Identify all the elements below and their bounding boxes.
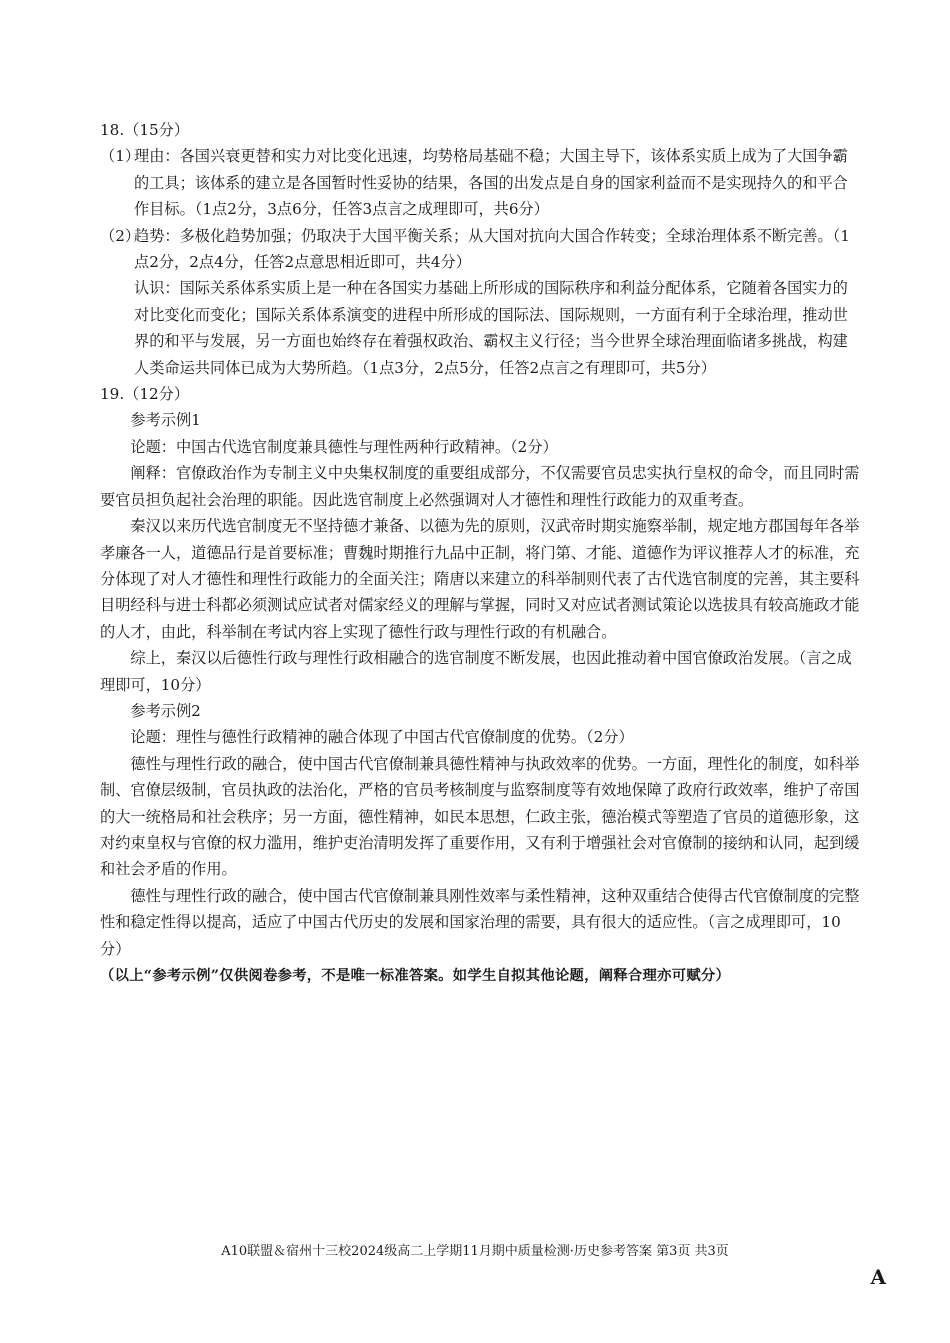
version-mark: A: [870, 1265, 886, 1289]
q18-part2-view: 认识：国际关系体系实质上是一种在各国实力基础上所形成的国际秩序和利益分配体系，它随着各国实力的对比变化而变化；国际关系体系演变的进程中所形成的国际法、国际规则，一方面有利于全球治理，推动世界的和平与发展，另一方面也始终存在着强权政治、霸权主义行径；当今世界全球治理面临诸多挑战，构建人类命运共同体已成为大势所趋。（1点3分，2点5分，任答2点言之有理即可，共5分）: [134, 279, 848, 377]
q18-part2-trend: 趋势：多极化趋势加强；仍取决于大国平衡关系；从大国对抗向大国合作转变；全球治理体系不断完善。（1点2分，2点4分，任答2点意思相近即可，共4分）: [134, 226, 850, 272]
example-1-para-1: 阐释：官僚政治作为专制主义中央集权制度的重要组成部分，不仅需要官员忠实执行皇权的命令，而且同时需要官员担负起社会治理的职能。因此选官制度上必然强调对人才德性和理性行政能力的双重考查。: [100, 464, 860, 509]
q18-part1: [100, 143, 860, 222]
answer-content: [100, 117, 860, 989]
q18-part2-number: （2）: [100, 226, 141, 245]
q18-part1-text: 理由：各国兴衰更替和实力对比变化迅速，均势格局基础不稳；大国主导下，该体系实质上成为了大国争霸的工具；该体系的建立是各国暂时性妥协的结果，各国的出发点是自身的国家利益而不是实现持久的和平合作目标。（1点2分，3点6分，任答3点言之成理即可，共6分）: [134, 147, 848, 219]
q18-part1-number: （1）: [100, 147, 141, 166]
example-2-label: 参考示例2: [130, 701, 201, 720]
example-1-para-3: 综上，秦汉以后德性行政与理性行政相融合的选官制度不断发展，也因此推动着中国官僚政治发展。（言之成理即可，10分）: [100, 649, 852, 694]
page-footer: A10联盟＆宿州十三校2024级高二上学期11月期中质量检测·历史参考答案 第3页 共3页: [221, 1244, 729, 1259]
q18-part2: [100, 223, 860, 381]
grading-note: （以上“参考示例”仅供阅卷参考，不是唯一标准答案。如学生自拟其他论题，阐释合理亦可赋分）: [100, 968, 731, 984]
question-19-title: 19.（12分）: [100, 385, 190, 404]
example-1-label: 参考示例1: [130, 411, 201, 430]
question-18-title: 18.（15分）: [100, 121, 190, 139]
example-2-para-1: 德性与理性行政的融合，使中国古代官僚制兼具德性精神与执政效率的优势。一方面，理性化的制度，如科举制、官僚层级制，官员执政的法治化，严格的官员考核制度与监察制度等有效地保障了政府行政效率，维护了帝国的大一统格局和社会秩序；另一方面，德性精神，如民本思想，仁政主张，德治模式等塑造了官员的道德形象，这对约束皇权与官僚的权力滥用，维护吏治清明发挥了重要作用，又有利于增强社会对官僚制的接纳和认同，起到缓和社会矛盾的作用。: [100, 754, 860, 879]
example-1-thesis: 论题：中国古代选官制度兼具德性与理性两种行政精神。（2分）: [130, 437, 558, 456]
example-2-thesis: 论题：理性与德性行政精神的融合体现了中国古代官僚制度的优势。（2分）: [130, 728, 634, 747]
example-1-para-2: 秦汉以来历代选官制度无不坚持德才兼备、以德为先的原则，汉武帝时期实施察举制，规定地方郡国每年各举孝廉各一人，道德品行是首要标准；曹魏时期推行九品中正制，将门第、才能、道德作为评议推荐人才的标准，充分体现了对人才德性和理性行政能力的全面关注；隋唐以来建立的科举制则代表了古代选官制度的完善，其主要科目明经科与进士科都必须测试应试者对儒家经义的理解与掌握，同时又对应试者测试策论以选拔具有较高施政才能的人才，由此，科举制在考试内容上实现了德性行政与理性行政的有机融合。: [100, 517, 860, 641]
example-2-para-2: 德性与理性行政的融合，使中国古代官僚制兼具刚性效率与柔性精神，这种双重结合使得古代官僚制度的完整性和稳定性得以提高，适应了中国古代历史的发展和国家治理的需要，具有很大的适应性。（言之成理即可，10分）: [100, 886, 860, 958]
